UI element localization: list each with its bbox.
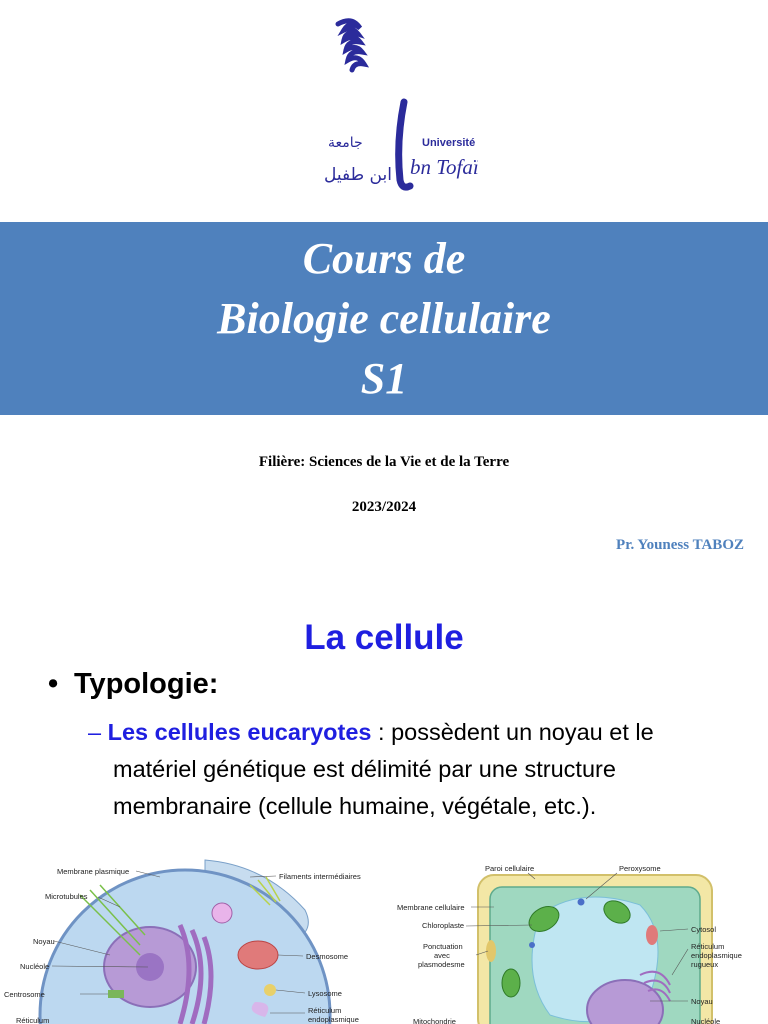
label-microtubules: Microtubules: [45, 892, 88, 901]
author-text: Pr. Youness TABOZ: [616, 537, 744, 553]
label-peroxysome: Peroxysome: [619, 864, 661, 873]
year-text: 2023/2024: [351, 499, 417, 515]
filiere-text: Filière: Sciences de la Vie et de la Terre: [258, 454, 510, 470]
label-reticulum: Réticulum: [691, 942, 725, 951]
title-banner: [0, 222, 768, 415]
label-lysosome: Lysosome: [308, 989, 342, 998]
plant-cell-diagram: [397, 864, 742, 1024]
label-plasmodesme: plasmodesme: [418, 960, 465, 969]
title-line-1: Cours de: [302, 234, 466, 283]
label-desmosome: Desmosome: [306, 952, 349, 961]
sub-text-line2: matériel génétique est délimité par une structure: [113, 756, 616, 782]
bullet-dot-icon: •: [48, 668, 59, 700]
cell-figures: [0, 855, 768, 1024]
label-avec: avec: [434, 951, 450, 960]
bullet-typologie: [48, 668, 218, 701]
sub-bullet: [88, 714, 748, 825]
sub-text-line1: : possèdent un noyau et le: [371, 719, 654, 745]
label-filaments: Filaments intermédiaires: [279, 872, 361, 881]
label-noyau: Noyau: [33, 937, 55, 946]
label-rugueux: rugueux: [691, 960, 719, 969]
bullet-typologie-text: Typologie:: [74, 668, 219, 700]
label-reticulum-right: Réticulum: [308, 1006, 342, 1015]
title-line-2: Biologie cellulaire: [217, 294, 551, 343]
animal-cell-diagram: [4, 860, 361, 1024]
label-cytosol: Cytosol: [691, 925, 717, 934]
section-title: La cellule: [304, 618, 464, 657]
logo-latin-line2: bn Tofaïl: [410, 155, 478, 179]
label-mitochondrie: Mitochondrie: [413, 1017, 456, 1024]
label-paroi: Paroi cellulaire: [485, 864, 535, 873]
label-chloroplaste: Chloroplaste: [422, 921, 465, 930]
label-noyau-plant: Noyau: [691, 997, 713, 1006]
label-nucleole-plant: Nucléole: [691, 1017, 721, 1024]
logo-arabic-line1: جامعة: [328, 135, 363, 151]
label-membrane-plasmique: Membrane plasmique: [57, 867, 130, 876]
label-endoplasmique: endoplasmique: [308, 1015, 359, 1024]
title-line-3: S1: [360, 354, 408, 403]
label-ponctuation: Ponctuation: [423, 942, 463, 951]
sub-text-line3: membranaire (cellule humaine, végétale, etc.).: [113, 793, 597, 819]
dash-icon: –: [88, 719, 108, 745]
label-endoplasmique-plant: endoplasmique: [691, 951, 742, 960]
eucaryotes-highlight: Les cellules eucaryotes: [107, 719, 372, 745]
logo-latin-line1: Université: [422, 137, 476, 149]
university-logo: [318, 12, 478, 197]
label-nucleole: Nucléole: [20, 962, 50, 971]
label-centrosome: Centrosome: [4, 990, 45, 999]
logo-arabic-line2: ابن طفيل: [324, 165, 392, 185]
label-membrane-cellulaire: Membrane cellulaire: [397, 903, 465, 912]
label-reticulum-left: Réticulum: [16, 1016, 50, 1024]
